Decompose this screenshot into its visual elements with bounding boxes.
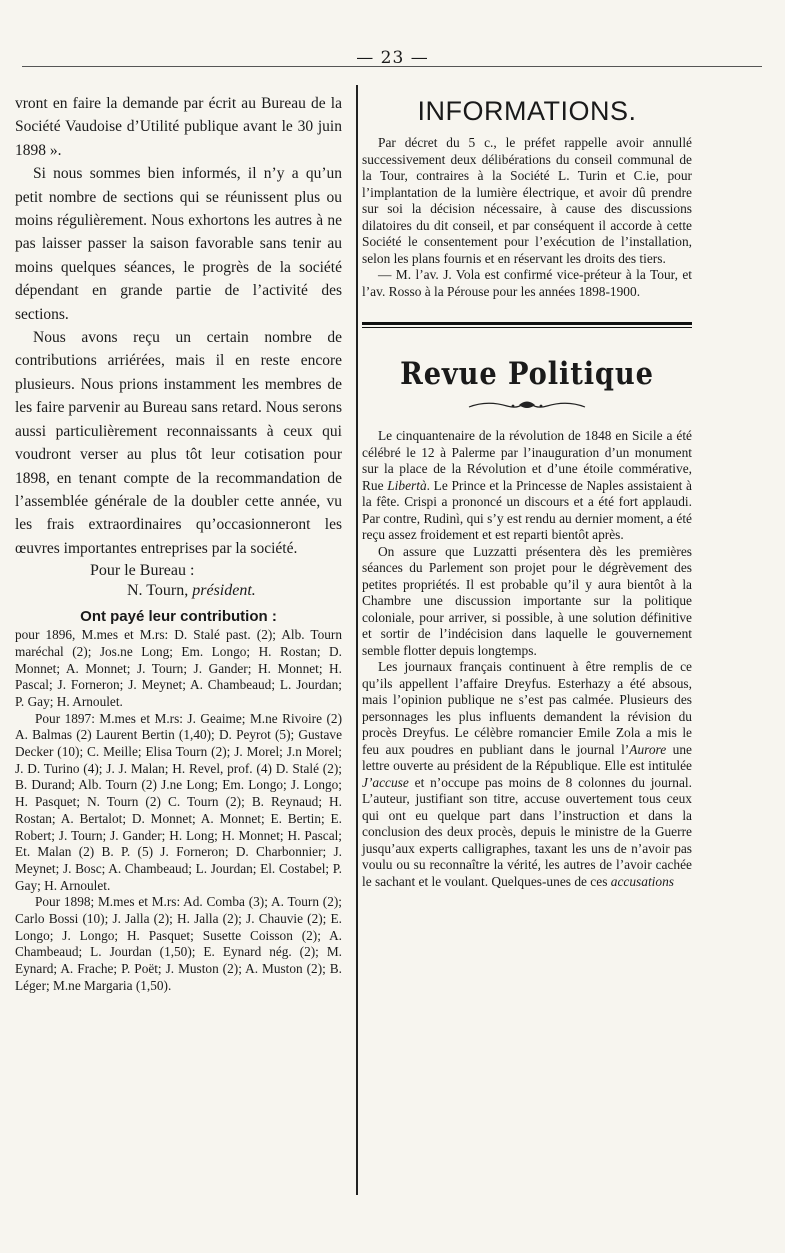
revue-dreyfus-jaccuse: J’accuse bbox=[362, 774, 409, 790]
signature-for: Pour le Bureau : bbox=[90, 562, 195, 580]
revue-dreyfus-text-c: et n’occupe pas moins de 8 colonnes du journal. L’auteur, justifiant son titre, accuse ouvertement tous ceux qui ont eu quelque part dans l’instruction et dans la conclusion des deux procès, depuis le ministre de la Guerre jusqu’aux experts calligraphes, taxant les uns de n’avoir pas voulu ou su reconnaître la vérité, les autres de l’avoir cachée le sachant et le voulant. Quelques-unes de ces bbox=[362, 774, 692, 889]
signature-name: N. Tourn, bbox=[127, 582, 189, 600]
revue-dreyfus bbox=[362, 659, 692, 890]
revue-sicile bbox=[362, 428, 692, 544]
contributions-heading: Ont payé leur contribution : bbox=[80, 608, 277, 626]
right-column bbox=[362, 92, 692, 890]
signature-role: président. bbox=[192, 582, 256, 600]
paragraph-contributions: Nous avons reçu un certain nombre de contributions arriérées, mais il en reste encore plusieurs. Nous prions instamment les membres de les faire parvenir au Bureau sans retard. Nous serons aussi particulièrement reconnaissants à ceux qui voudront verser au plus tôt leur cotisation pour 1898, en tenant compte de la recommandation de l’assemblée générale de la doubler cette année, vu les frais extraordinaires qu’occasionneront les œuvres importantes entreprises par la société. bbox=[15, 329, 342, 557]
info-vola: — M. l’av. J. Vola est confirmé vice-préteur à la Tour, et l’av. Rosso à la Pérouse pour les années 1898-1900. bbox=[362, 267, 692, 299]
divider-thick-line bbox=[362, 322, 692, 325]
header-rule bbox=[22, 66, 762, 67]
section-divider bbox=[362, 322, 692, 328]
revue-dreyfus-accusations: accusations bbox=[610, 873, 674, 889]
info-decree: Par décret du 5 c., le préfet rappelle avoir annullé successivement deux délibérations du conseil communal de la Tour, contraires à la Société L. Turin et C.ie, pour l’implantation de la lumière électrique, et avoir dû prendre sur soi la décision nécessaire, à cause des discussions dilatoires du dit conseil, et par conséquent il accorde à cette Société le consentement pour l’exécution de l’installation, selon les plans fournis et en réservant les droits des tiers. bbox=[362, 135, 692, 266]
paragraph-continuation: vront en faire la demande par écrit au Bureau de la Société Vaudoise d’Utilité publique avant le 30 juin 1898 ». bbox=[15, 95, 342, 159]
revue-sicile-text-b: . Le Prince et la Princesse de Naples assistaient à la fête. Crispi a prononcé un discours et a été fort applaudi. Par contre, Rudinì, qui s’y est rendu au dernier moment, a été reçu assez froidement et est reparti bientôt après. bbox=[362, 477, 692, 542]
paragraph-sections: Si nous sommes bien informés, il n’y a qu’un petit nombre de sections qui se réunissent plus ou moins régulièrement. Nous exhortons les autres à ne pas laisser passer la saison favorable sans tenir au moins quelques séances, le progrès de la société dépendant en grande partie de l’activité des sections. bbox=[15, 165, 342, 323]
ornament-icon bbox=[467, 398, 587, 412]
column-divider bbox=[356, 85, 358, 1195]
divider-thin-line bbox=[362, 327, 692, 328]
revue-luzzatti: On assure que Luzzatti présentera dès les premières séances du Parlement son projet pour le dégrèvement des petites propriétés. Il est probable qu’il y aura bientôt à la Chambre une discussion importante sur la politique coloniale, pour arriver, si possible, à une solution définitive et sortir de l’indécision dans laquelle le gouvernement semble flotter depuis longtemps. bbox=[362, 543, 692, 658]
contributions-1898: Pour 1898; M.mes et M.rs: Ad. Comba (3); A. Tourn (2); Carlo Bossi (10); J. Jalla (2); H. Jalla (2); J. Chauvie (2); E. Longo; J. Longo; H. Pasquet; Susette Coisson (2); A. Chambeaud; L. Jourdan (1,50); E. Eynard nég. (2); M. Eynard; A. Frache; P. Poët; J. Muston (2); A. Muston (2); B. Léger; M.ne Margaria (1,50). bbox=[15, 894, 342, 993]
revue-dreyfus-aurore: Aurore bbox=[629, 741, 667, 757]
page-number: — 23 — bbox=[356, 48, 429, 68]
revue-dreyfus-text-b: une lettre ouverte au président de la République. Elle est intitulée bbox=[362, 741, 693, 773]
revue-politique-title: Revue Politique bbox=[400, 356, 654, 392]
left-column bbox=[15, 92, 342, 995]
informations-title: INFORMATIONS. bbox=[417, 96, 637, 126]
revue-sicile-text-a: Le cinquantenaire de la révolution de 1848 en Sicile a été célébré le 12 à Palerme par l’inauguration d’un monument sur la place de la Révolution et d’une étoile commérative, Rue bbox=[362, 428, 692, 493]
revue-dreyfus-text-a: Les journaux français continuent à être remplis de ce qu’ils appellent l’affaire Dreyfus. Esterhazy a été absous, mais l’opinion publique ne s’est pas calmée. Plusieurs des personnages les plus influents demandent la révision du procès Dreyfus. Le célèbre romancier Emile Zola a mis le feu aux poudres en publiant dans le journal l’ bbox=[362, 659, 692, 757]
signature bbox=[15, 582, 342, 600]
revue-sicile-liberta: Libertà bbox=[387, 477, 427, 493]
contributions-1896: pour 1896, M.mes et M.rs: D. Stalé past. (2); Alb. Tourn maréchal (2); Jos.ne Long; Em. Longo; H. Rostan; D. Monnet; A. Monnet; J. Tourn; J. Gander; H. Monnet; H. Pascal; J. Forneron; J. Meynet; A. Chambeaud; L. Jourdan; P. Gay; H. Arnoulet. bbox=[15, 627, 342, 709]
contributions-1897: Pour 1897: M.mes et M.rs: J. Geaime; M.ne Rivoire (2) A. Balmas (2) Laurent Bertin (1,40); D. Peyrot (5); Gustave Decker (10); C. Meille; Elisa Tourn (2); J. Morel; J.n Morel; J. D. Turino (4); J. J. Malan; H. Revel, prof. (4) D. Stalé (2); B. Durand; Alb. Tourn (2) J.ne Long; Em. Longo; J. Longo; H. Pasquet; N. Tourn (2) C. Tourn (2); B. Reynaud; H. Rostan; A. Bertalot; D. Monnet; A. Monnet; E. Bertin; E. Robert; J. Tourn; J. Gander; H. Long; H. Monnet; H. Pascal; Et. Malan (2) B. P. (5) J. Forneron; D. Charbonnier; J. Meynet; J. Bosc; A. Chambeaud; L. Jourdan; El. Costabel; P. Gay; H. Arnoulet. bbox=[15, 710, 342, 893]
